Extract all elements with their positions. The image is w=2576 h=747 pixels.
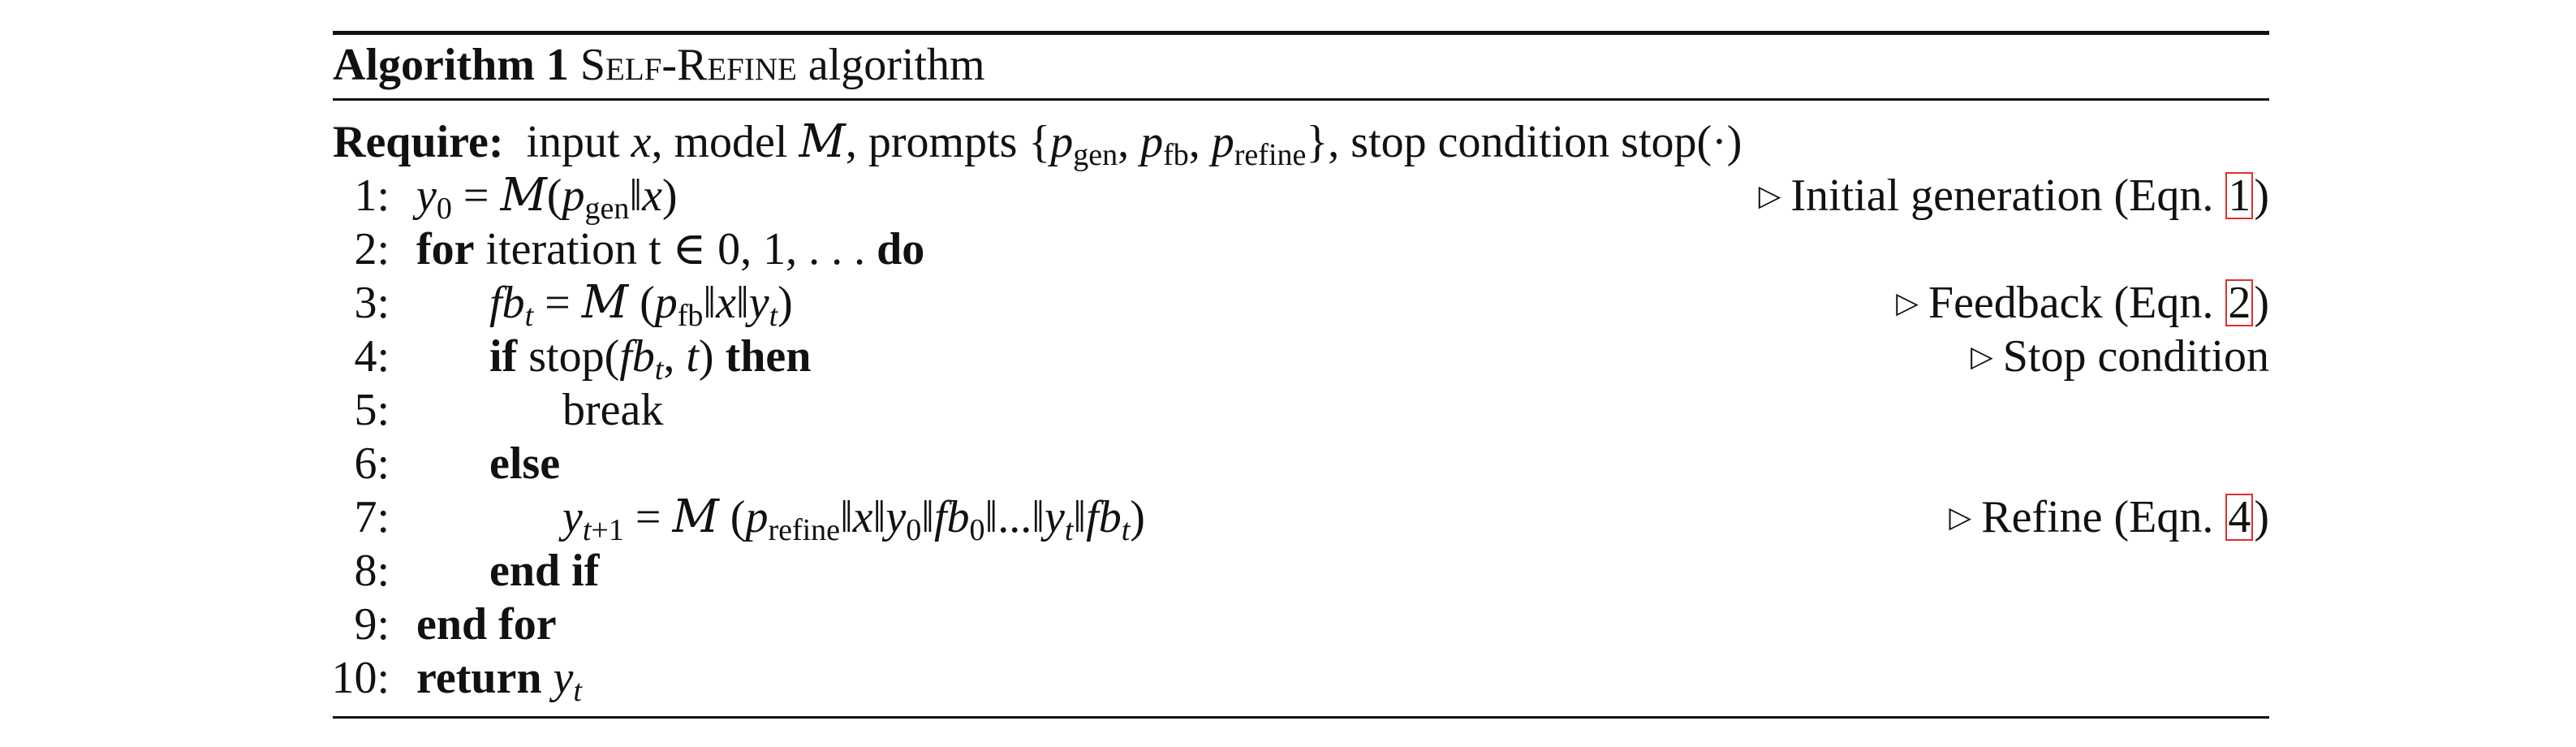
math-sub: refine [1234, 138, 1307, 172]
keyword: else [489, 438, 561, 489]
keyword: end if [489, 546, 600, 596]
algorithm-block [333, 0, 2269, 747]
line-code: break [562, 385, 664, 435]
line-code: $y_{t+1} = M$ $(p_{refine}‖x‖y_0‖fb_0‖...‖y_t‖fb_t)$ [562, 490, 1145, 547]
algorithm-line [333, 222, 2269, 276]
comment-text: Initial generation (Eqn. [1790, 171, 2225, 221]
line-number: 2: [354, 224, 390, 274]
math-sub: fb [1163, 138, 1189, 172]
algorithm-caption [333, 37, 985, 93]
math-sub: gen [1073, 138, 1118, 172]
line-code: if $stop(fb_t$, t) then [489, 331, 812, 386]
algorithm-name: Self-Refine [579, 40, 797, 90]
comment-triangle-icon: ▷ [1758, 179, 1781, 212]
comment-triangle-icon: ▷ [1896, 287, 1919, 319]
comment-close: ) [2254, 492, 2269, 542]
keyword: return [416, 653, 542, 703]
bottom-rule [333, 716, 2269, 719]
require-text: , model [651, 117, 799, 167]
comment-close: ) [2254, 278, 2269, 328]
line-number: 7: [354, 492, 390, 542]
algorithm-line [333, 383, 2269, 437]
algorithm-label: Algorithm 1 [333, 40, 569, 90]
algorithm-line [331, 651, 2269, 708]
keyword: then [725, 331, 812, 382]
comment-text: Feedback (Eqn. [1928, 278, 2225, 328]
line-number: 5: [354, 385, 390, 435]
algorithm-line [333, 437, 2269, 490]
math-p: p [1211, 117, 1234, 167]
line-number: 10: [331, 653, 390, 703]
comment-close: ) [2254, 171, 2269, 221]
line-code [416, 222, 924, 276]
line-text: iteration t ∈ 0, 1, . . . [474, 224, 877, 274]
line-number: 9: [354, 599, 390, 650]
algorithm-line [333, 276, 2269, 333]
line-comment [1759, 169, 2269, 222]
algorithm-line [333, 490, 2269, 547]
caption-rule [333, 98, 2269, 101]
line-code: $fb_t = M$ $(p_{fb}‖x‖y_t)$ [489, 276, 793, 333]
line-number: 1: [354, 171, 390, 221]
require-text: , [1118, 117, 1141, 167]
comment-triangle-icon: ▷ [1971, 340, 1993, 373]
line-number: 8: [354, 546, 390, 596]
line-code: return $y_t$ [416, 653, 582, 708]
top-rule [333, 31, 2269, 35]
line-text: stop( [517, 331, 620, 382]
algorithm-name-suffix: algorithm [808, 40, 985, 90]
require-line [333, 115, 2269, 172]
require-text: , prompts { [845, 117, 1051, 167]
math-model: M [799, 115, 846, 168]
line-number: 3: [354, 278, 390, 328]
equation-ref-link[interactable]: 1 [2225, 172, 2253, 219]
algorithm-line [333, 330, 2269, 386]
equation-ref-link[interactable]: 4 [2225, 494, 2253, 541]
line-comment [1896, 276, 2269, 330]
algorithm-line [333, 544, 2269, 598]
math-x: x [631, 117, 652, 167]
keyword: for [416, 224, 475, 274]
algorithm-line [333, 169, 2269, 226]
require-label: Require: [333, 117, 504, 167]
require-content [333, 115, 1742, 172]
keyword: do [877, 224, 925, 274]
require-text: }, stop condition stop(·) [1306, 117, 1742, 167]
line-number: 6: [354, 438, 390, 489]
equation-ref-link[interactable]: 2 [2225, 279, 2253, 326]
math-p: p [1140, 117, 1164, 167]
keyword: if [489, 331, 518, 382]
line-comment [1971, 330, 2269, 383]
math-p: p [1050, 117, 1074, 167]
line-number: 4: [354, 331, 390, 382]
line-comment [1949, 490, 2269, 544]
require-text: , [1188, 117, 1212, 167]
comment-triangle-icon: ▷ [1949, 501, 1972, 533]
comment-text: Refine (Eqn. [1981, 492, 2225, 542]
keyword: end for [416, 599, 557, 650]
comment-text: Stop condition [2002, 331, 2269, 382]
require-text: input [526, 117, 631, 167]
line-code: $y_0$ = $M(p_{gen}‖x)$ [416, 169, 678, 226]
algorithm-line [333, 598, 2269, 651]
